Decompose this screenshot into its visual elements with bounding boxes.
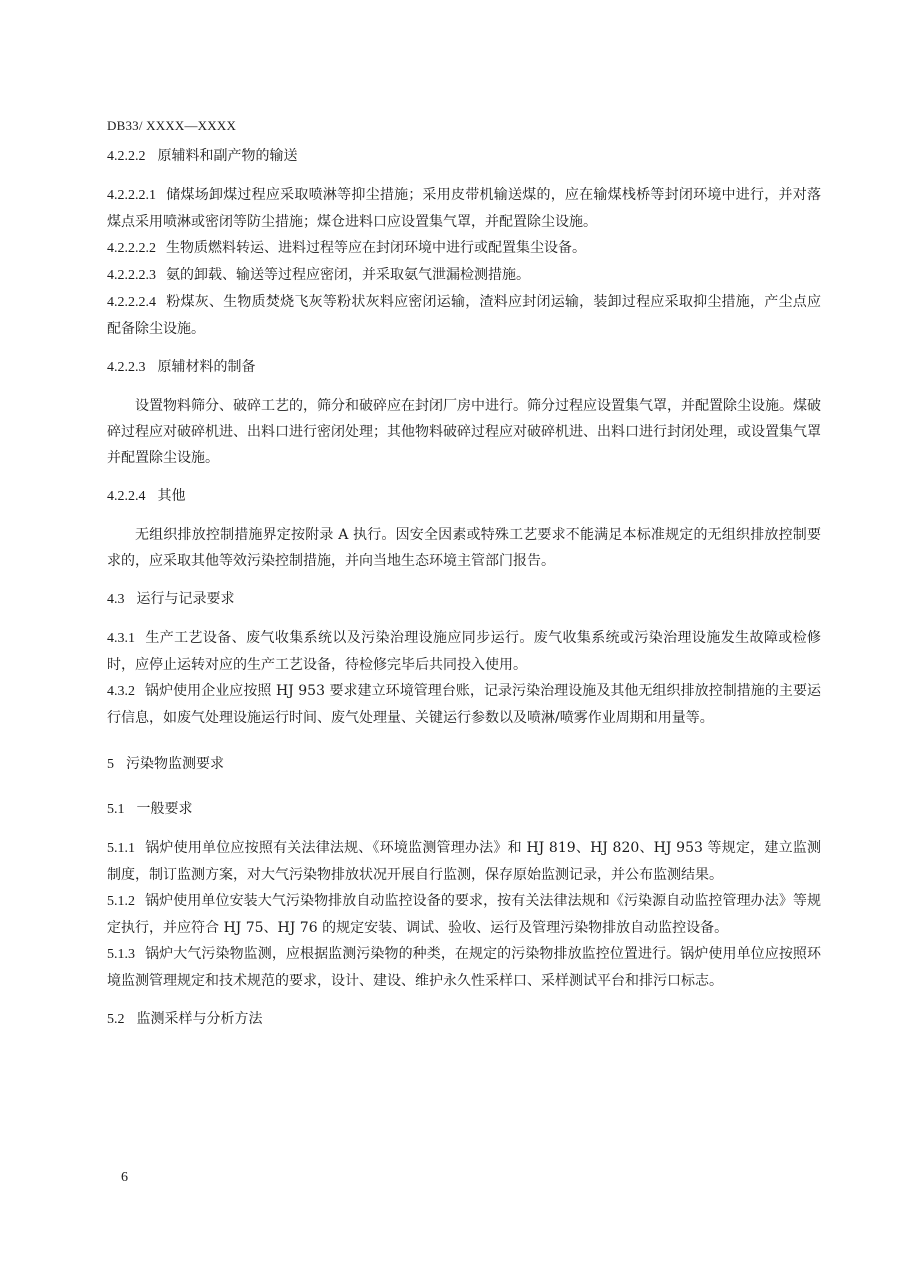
section-number: 5	[107, 757, 114, 772]
clause-4-2-2-2-1	[107, 182, 821, 235]
clause-4-2-2-2-2	[107, 235, 821, 262]
section-title: 监测采样与分析方法	[136, 1011, 263, 1027]
clause-text: 生产工艺设备、废气收集系统以及污染治理设施应同步运行。废气收集系统或污染治理设施发生故障或检修时，应停止运转对应的生产工艺设备，待检修完毕后共同投入使用。	[107, 630, 821, 673]
clause-4-2-2-2-3	[107, 262, 821, 289]
page-number: 6	[121, 1170, 128, 1185]
clause-number: 5.1.2	[107, 894, 135, 909]
clause-text: 生物质燃料转运、进料过程等应在封闭环境中进行或配置集尘设备。	[166, 240, 586, 256]
clause-5-1-3	[107, 941, 821, 994]
clause-4-2-2-2-4	[107, 289, 821, 342]
section-heading-4-2-2-4	[107, 485, 821, 508]
section-number: 4.2.2.3	[107, 360, 146, 375]
clause-5-1-2	[107, 888, 821, 941]
clause-number: 4.3.1	[107, 631, 135, 646]
clause-4-3-1	[107, 625, 821, 678]
chapter-heading-5	[107, 753, 821, 776]
clause-number: 4.2.2.2.1	[107, 188, 156, 203]
clause-number: 4.3.2	[107, 684, 135, 699]
section-number: 4.2.2.2	[107, 149, 146, 164]
clause-text: 锅炉使用单位应按照有关法律法规、《环境监测管理办法》和 HJ 819、HJ 820、HJ 953 等规定，建立监测制度，制订监测方案，对大气污染物排放状况开展自行监测，保存原始监测记录，并公布监测结果。	[107, 840, 821, 883]
section-number: 5.1	[107, 802, 125, 817]
section-title: 原辅料和副产物的输送	[157, 148, 298, 164]
section-number: 4.2.2.4	[107, 489, 146, 504]
section-heading-5-2	[107, 1008, 821, 1031]
document-body	[107, 145, 821, 1031]
clause-number: 4.2.2.2.3	[107, 268, 156, 283]
section-heading-5-1	[107, 798, 821, 821]
clause-number: 4.2.2.2.2	[107, 241, 156, 256]
clause-text: 锅炉使用企业应按照 HJ 953 要求建立环境管理台账，记录污染治理设施及其他无组织排放控制措施的主要运行信息，如废气处理设施运行时间、废气处理量、关键运行参数以及喷淋/喷雾作业周期和用量等。	[107, 683, 821, 726]
section-heading-4-3	[107, 588, 821, 611]
section-title: 运行与记录要求	[136, 591, 235, 607]
clause-text: 粉煤灰、生物质焚烧飞灰等粉状灰料应密闭运输，渣料应封闭运输，装卸过程应采取抑尘措施，产尘点应配备除尘设施。	[107, 294, 821, 337]
section-title: 污染物监测要求	[126, 756, 224, 772]
clause-number: 4.2.2.2.4	[107, 295, 156, 310]
section-heading-4-2-2-2	[107, 145, 821, 168]
clause-4-3-2	[107, 678, 821, 731]
section-title: 一般要求	[136, 801, 193, 817]
section-number: 4.3	[107, 592, 125, 607]
section-number: 5.2	[107, 1012, 125, 1027]
clause-number: 5.1.3	[107, 947, 135, 962]
clause-text: 氨的卸载、输送等过程应密闭，并采取氨气泄漏检测措施。	[166, 267, 530, 283]
paragraph-4-2-2-4: 无组织排放控制措施界定按附录 A 执行。因安全因素或特殊工艺要求不能满足本标准规定的无组织排放控制要求的，应采取其他等效污染控制措施，并向当地生态环境主管部门报告。	[107, 527, 821, 569]
clause-text: 锅炉大气污染物监测，应根据监测污染物的种类，在规定的污染物排放监控位置进行。锅炉使用单位应按照环境监测管理规定和技术规范的要求，设计、建设、维护永久性采样口、采样测试平台和排污口标志。	[107, 946, 821, 989]
document-code-header: DB33/ XXXX—XXXX	[107, 118, 237, 133]
clause-5-1-1	[107, 835, 821, 888]
clause-text: 锅炉使用单位安装大气污染物排放自动监控设备的要求，按有关法律法规和《污染源自动监控管理办法》等规定执行，并应符合 HJ 75、HJ 76 的规定安装、调试、验收、运行及管理污染物排放自动监控设备。	[107, 893, 821, 936]
paragraph-4-2-2-3: 设置物料筛分、破碎工艺的，筛分和破碎应在封闭厂房中进行。筛分过程应设置集气罩，并配置除尘设施。煤破碎过程应对破碎机进、出料口进行密闭处理；其他物料破碎过程应对破碎机进、出料口进行封闭处理，或设置集气罩并配置除尘设施。	[107, 398, 821, 466]
clause-number: 5.1.1	[107, 841, 135, 856]
clause-text: 储煤场卸煤过程应采取喷淋等抑尘措施；采用皮带机输送煤的，应在输煤栈桥等封闭环境中进行，并对落煤点采用喷淋或密闭等防尘措施；煤仓进料口应设置集气罩，并配置除尘设施。	[107, 187, 821, 230]
section-heading-4-2-2-3	[107, 356, 821, 379]
section-title: 原辅材料的制备	[157, 359, 256, 375]
section-title: 其他	[157, 488, 186, 504]
